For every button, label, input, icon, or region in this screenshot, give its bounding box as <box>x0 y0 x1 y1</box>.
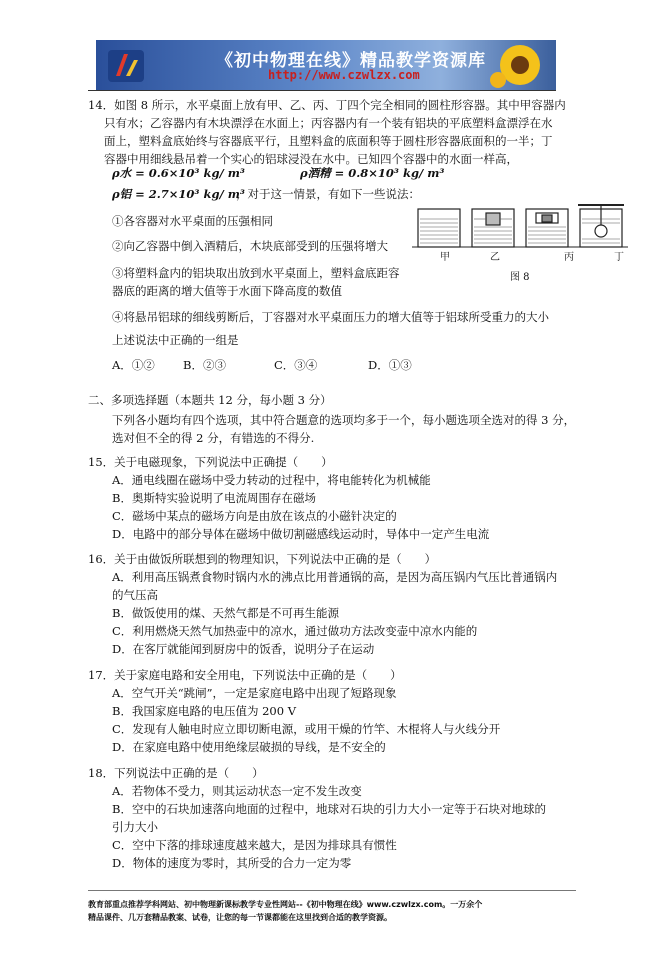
q15-option-d: D．电路中的部分导体在磁场中做切割磁感线运动时，导体中一定产生电流 <box>112 527 490 541</box>
q14-option-d: D．①③ <box>368 358 412 372</box>
q17-option-a: A．空气开关“跳闸”，一定是家庭电路中出现了短路现象 <box>112 686 397 700</box>
figure-label-bing: 丙 <box>564 252 574 263</box>
q16-stem: 16．关于由做饭所联想到的物理知识，下列说法中正确的是（ ） <box>88 552 437 566</box>
q14-rho-al: ρ铝 = 2.7×10³ kg/ m³ <box>112 187 245 201</box>
figure-label-ding: 丁 <box>614 252 624 263</box>
q14-line-3: 面上，塑料盒底始终与容器底平行，且塑料盒的底面积等于圆柱形容器底面积的一半；丁 <box>104 134 553 148</box>
section2-desc-2: 选对但不全的得 2 分，有错选的不得分. <box>112 431 315 445</box>
banner-url[interactable]: http://www.czwlzx.com <box>268 68 420 82</box>
q14-statement-3a: ③将塑料盒内的铝块取出放到水平桌面上，塑料盒底距容 <box>112 266 400 280</box>
q17-stem: 17．关于家庭电路和安全用电，下列说法中正确的是（ ） <box>88 668 402 682</box>
q14-line-4: 容器中用细线悬吊着一个实心的铝球浸没在水中。已知四个容器中的水面一样高， <box>104 152 518 166</box>
q16-option-b: B．做饭使用的煤、天然气都是不可再生能源 <box>112 606 339 620</box>
q16-option-c: C．利用燃烧天然气加热壶中的凉水，通过做功方法改变壶中凉水内能的 <box>112 624 478 638</box>
q18-option-b-line1: B．空中的石块加速落向地面的过程中，地球对石块的引力大小一定等于石块对地球的 <box>112 802 546 816</box>
q15-stem: 15．关于电磁现象，下列说法中正确提（ ） <box>88 455 333 469</box>
section2-desc-1: 下列各小题均有四个选项，其中符合题意的选项均多于一个，每小题选项全选对的得 3 分， <box>112 413 576 427</box>
q16-option-d: D．在客厅就能闻到厨房中的饭香，说明分子在运动 <box>112 642 375 656</box>
q18-option-b-line2: 引力大小 <box>112 820 158 834</box>
q14-statement-1: ①各容器对水平桌面的压强相同 <box>112 214 273 228</box>
q15-option-c: C．磁场中某点的磁场方向是由放在该点的小磁针决定的 <box>112 509 397 523</box>
q18-option-d: D．物体的速度为零时，其所受的合力一定为零 <box>112 856 352 870</box>
container-jia <box>418 209 460 247</box>
footer-line-2: 精品课件、几万套精品教案、试卷，让您的每一节课都能在这里找到合适的教学资源。 <box>88 913 392 922</box>
header-rule <box>88 90 556 91</box>
q17-option-d: D．在家庭电路中使用绝缘层破损的导线，是不安全的 <box>112 740 386 754</box>
footer-rule <box>88 890 576 891</box>
q14-line-1: 14．如图 8 所示，水平桌面上放有甲、乙、丙、丁四个完全相同的圆柱形容器。其中甲容器内 <box>88 98 566 112</box>
q18-option-a: A．若物体不受力，则其运动状态一定不发生改变 <box>112 784 362 798</box>
site-banner <box>96 40 556 90</box>
figure-label-jia: 甲 <box>440 252 450 263</box>
q14-option-a: A．①② <box>112 358 155 372</box>
q16-option-a-line1: A．利用高压锅煮食物时锅内水的沸点比用普通锅的高，是因为高压锅内气压比普通锅内 <box>112 570 558 584</box>
q14-statement-4: ④将悬吊铝球的细线剪断后，丁容器对水平桌面压力的增大值等于铝球所受重力的大小 <box>112 310 549 324</box>
footer-line-1: 教育部重点推荐学科网站、初中物理新课标教学专业性网站--《初中物理在线》www.czwlzx.com。一万余个 <box>88 900 483 909</box>
figure-caption: 图 8 <box>510 272 530 283</box>
container-yi <box>472 209 514 247</box>
q14-statement-3b: 器底的距离的增大值等于水面下降高度的数值 <box>112 284 342 298</box>
banner-title: 《初中物理在线》精品教学资源库 <box>216 51 486 71</box>
q17-option-b: B．我国家庭电路的电压值为 200 V <box>112 704 297 718</box>
q14-rho-alcohol: ρ酒精 = 0.8×10³ kg/ m³ <box>300 166 445 180</box>
q18-stem: 18．下列说法中正确的是（ ） <box>88 766 264 780</box>
q17-option-c: C．发现有人触电时应立即切断电源，或用干燥的竹竿、木棍将人与火线分开 <box>112 722 501 736</box>
q14-statement-2: ②向乙容器中倒入酒精后，木块底部受到的压强将增大 <box>112 239 388 253</box>
q18-option-c: C．空中下落的排球速度越来越大，是因为排球具有惯性 <box>112 838 397 852</box>
sunflower-icon <box>490 42 550 88</box>
q14-option-c: C．③④ <box>274 358 318 372</box>
container-ding <box>578 205 624 247</box>
q14-after-formula: ，对于这一情景，有如下一些说法： <box>236 187 420 201</box>
site-logo-icon <box>106 46 146 84</box>
section2-heading: 二、多项选择题（本题共 12 分，每小题 3 分） <box>88 393 332 407</box>
q15-option-b: B．奥斯特实验说明了电流周围存在磁场 <box>112 491 316 505</box>
q14-rho-water: ρ水 = 0.6×10³ kg/ m³ <box>112 166 245 180</box>
figure-label-yi: 乙 <box>490 252 500 263</box>
q16-option-a-line2: 的气压高 <box>112 588 158 602</box>
q15-option-a: A．通电线圈在磁场中受力转动的过程中，将电能转化为机械能 <box>112 473 431 487</box>
q14-prompt: 上述说法中正确的一组是 <box>112 333 239 347</box>
container-bing <box>526 209 568 247</box>
q14-line-2: 只有水；乙容器内有木块漂浮在水面上；丙容器内有一个装有铝块的平底塑料盒漂浮在水 <box>104 116 553 130</box>
page-footer <box>88 898 576 924</box>
q14-option-b: B．②③ <box>183 358 226 372</box>
